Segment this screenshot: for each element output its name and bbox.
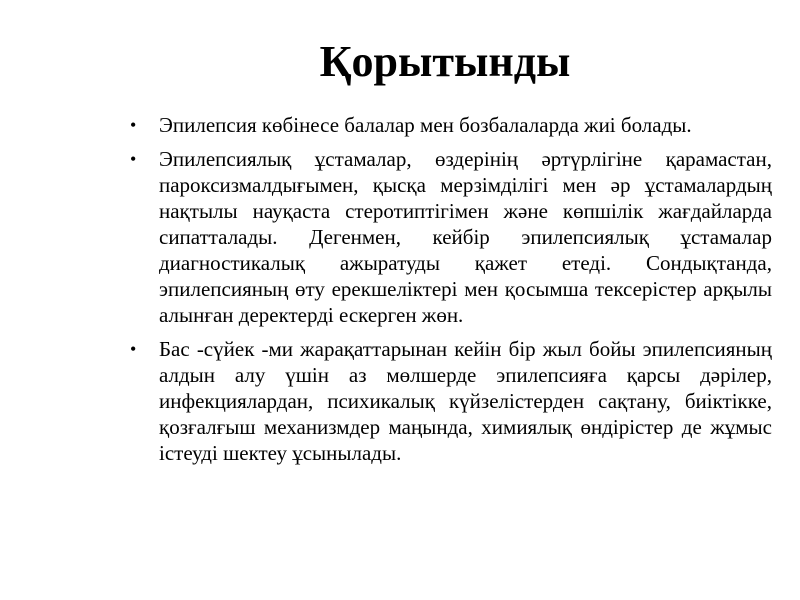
bullet-icon: • bbox=[130, 115, 137, 135]
bullet-item bbox=[128, 146, 772, 328]
bullet-icon: • bbox=[130, 149, 137, 169]
bullet-icon: • bbox=[130, 339, 137, 359]
bullet-text: Эпилепсия көбінесе балалар мен бозбалаларда жиі болады. bbox=[159, 113, 692, 137]
slide-title: Қорытынды bbox=[319, 37, 571, 86]
bullet-item bbox=[128, 112, 772, 138]
bullet-text: Бас -сүйек -ми жарақаттарынан кейін бір жыл бойы эпилепсияның алдын алу үшін аз мөлшерде эпилепсияға қарсы дәрілер, инфекциялардан, психикалық күйзелістерден сақтану, биіктікке, қозғалғыш механизмдер маңында, химиялық өндірістер де жұмыс істеуді шектеу ұсынылады. bbox=[159, 337, 772, 465]
bullet-item bbox=[128, 336, 772, 466]
bullet-list bbox=[128, 112, 772, 474]
bullet-text: Эпилепсиялық ұстамалар, өздерінің әртүрлігіне қарамастан, пароксизмалдығымен, қысқа мерзімділігі мен әр ұстамалардың нақтылы науқаста стеротиптігімен және көпшілік жағдайларда сипатталады. Дегенмен, кейбір эпилепсиялық ұстамалар диагностикалық ажыратуды қажет етеді. Сондықтанда, эпилепсияның өту ерекшеліктері мен қосымша тексерістер арқылы алынған деректерді ескерген жөн. bbox=[159, 147, 772, 327]
